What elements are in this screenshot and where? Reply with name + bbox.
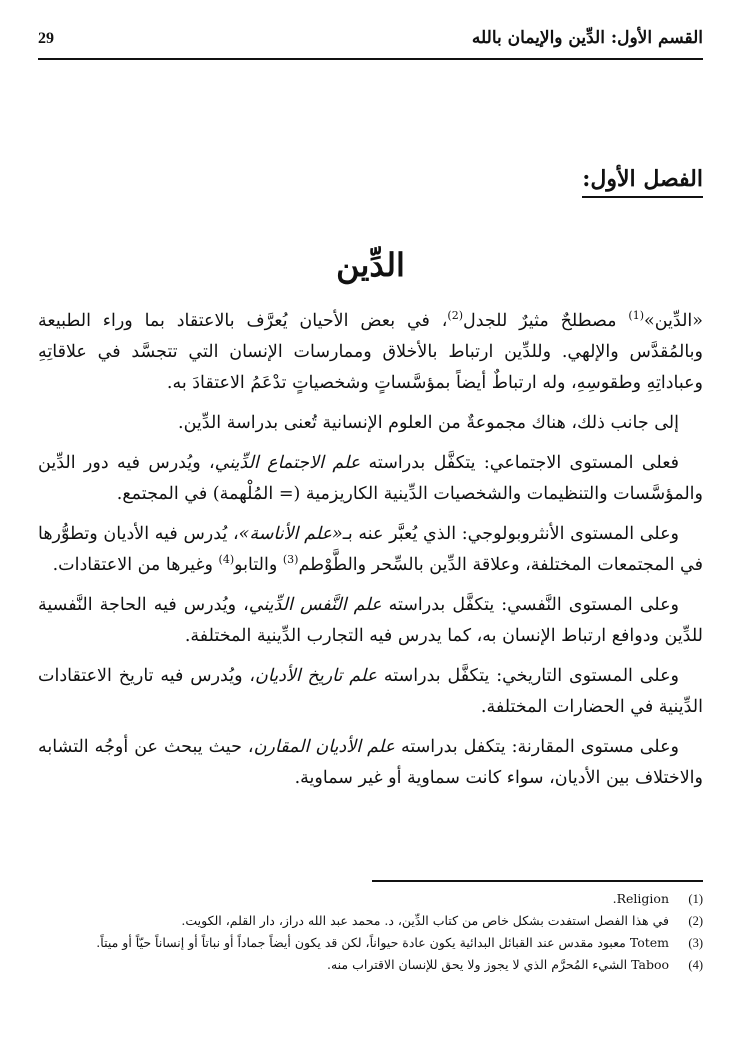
footnote-number: (2) — [688, 914, 703, 928]
footnote-text: في هذا الفصل استفدت بشكل خاص من كتاب الدِّين، د. محمد عبد الله دراز، دار القلم، الكويت. — [181, 913, 669, 928]
footnote-4 — [38, 954, 703, 976]
footnote-ref-2: (2) — [447, 309, 463, 323]
paragraph-7-text-a: وعلى مستوى المقارنة: يتكفل بدراسته — [394, 737, 679, 757]
paragraph-5-text-a: وعلى المستوى النَّفسي: يتكفَّل بدراسته — [381, 595, 679, 615]
paragraph-4-text-d: وغيرها من الاعتقادات. — [52, 555, 219, 575]
paragraph-4-text-a: وعلى المستوى الأنثروبولوجي: الذي يُعبَّر عنه بـ — [342, 524, 679, 544]
paragraph-7-text-b: ، حيث يبحث عن أوجُه التشابه والاختلاف بين الأديان، سواء كانت سماوية أو غير سماوية. — [38, 737, 703, 788]
paragraph-6-text-b: ، ويُدرس فيه تاريخ الاعتقادات الدِّينية في الحضارات المختلفة. — [38, 666, 703, 717]
page-header — [38, 20, 703, 60]
paragraph-3 — [38, 448, 703, 510]
footnote-ref-3: (3) — [282, 553, 299, 567]
paragraph-4-discipline: «علم الأناسة» — [238, 524, 343, 544]
paragraph-6-discipline: علم تاريخ الأديان — [255, 666, 378, 686]
header-divider — [38, 58, 703, 60]
paragraph-4-text-b: ، يُدرس فيه الأديان وتطوُّرها في المجتمعات المختلفة، وعلاقة الدِّين بالسِّحر والطَّوْطم — [38, 524, 703, 575]
footnote-number: (4) — [688, 958, 703, 972]
paragraph-3-text-a: فعلى المستوى الاجتماعي: يتكفَّل بدراسته — [360, 453, 680, 473]
paragraph-6 — [38, 661, 703, 723]
footnote-3 — [38, 932, 703, 954]
footnote-text: Totem معبود مقدس عند القبائل البدائية يكون عادة حيواناً، لكن قد يكون أيضاً جماداً أو نباتاً أو إنساناً حيّاً أو ميتاً. — [96, 935, 669, 950]
paragraph-4-text-c: والتابو — [234, 555, 283, 575]
paragraph-1 — [38, 306, 703, 399]
footnote-text: Religion. — [612, 891, 669, 906]
paragraph-6-text-a: وعلى المستوى التاريخي: يتكفَّل بدراسته — [377, 666, 679, 686]
chapter-title: الفصل الأول: — [582, 166, 703, 198]
footnote-text: Taboo الشيء المُحرَّم الذي لا يجوز ولا يحق للإنسان الاقتراب منه. — [326, 957, 669, 972]
paragraph-3-discipline: علم الاجتماع الدِّيني — [214, 453, 361, 473]
paragraph-7 — [38, 732, 703, 794]
paragraph-3-text-b: ، ويُدرس فيه دور الدِّين والمؤسَّسات والتنظيمات والشخصيات الدِّينية الكاريزمية (= المُلْهمة) في المجتمع. — [38, 453, 703, 504]
footnote-ref-1: (1) — [628, 309, 644, 323]
running-header-title: القسم الأول: الدِّين والإيمان بالله — [471, 28, 703, 48]
footnote-number: (3) — [688, 936, 703, 950]
paragraph-5 — [38, 590, 703, 652]
footnote-divider — [372, 880, 703, 882]
paragraph-1-term: «الدِّين» — [644, 311, 703, 331]
paragraph-2: إلى جانب ذلك، هناك مجموعةٌ من العلوم الإنسانية تُعنى بدراسة الدِّين. — [178, 413, 679, 433]
body-text — [38, 306, 703, 803]
footnote-ref-4: (4) — [218, 553, 235, 567]
paragraph-5-text-b: ، ويُدرس فيه الحاجة النَّفسية للدِّين ودوافع ارتباط الإنسان به، كما يدرس فيه التجارب الدِّينية المختلفة. — [38, 595, 703, 646]
footnotes — [38, 888, 703, 976]
page-number: 29 — [38, 30, 54, 47]
footnote-2 — [38, 910, 703, 932]
paragraph-1-text-b: ، في بعض الأحيان يُعرَّف بالاعتقاد بما وراء الطبيعة وبالمُقدَّس والإلهي. وللدِّين ارتباط بالأخلاق وممارسات الإنسان التي تتجسَّد في علاقاتِهِ وعباداتِهِ وطقوسِهِ، وله ارتباطٌ أيضاً بمؤسَّساتٍ وشخصياتٍ تدْعَمُ الاعتقادَ به. — [38, 311, 703, 393]
footnote-1 — [38, 888, 703, 910]
section-title: الدِّين — [336, 246, 405, 284]
footnote-number: (1) — [688, 892, 703, 906]
paragraph-5-discipline: علم النَّفس الدِّيني — [248, 595, 382, 615]
paragraph-7-discipline: علم الأديان المقارن — [253, 737, 395, 757]
paragraph-1-text-a: مصطلحٌ مثيرٌ للجدل — [462, 311, 629, 331]
paragraph-4 — [38, 519, 703, 581]
